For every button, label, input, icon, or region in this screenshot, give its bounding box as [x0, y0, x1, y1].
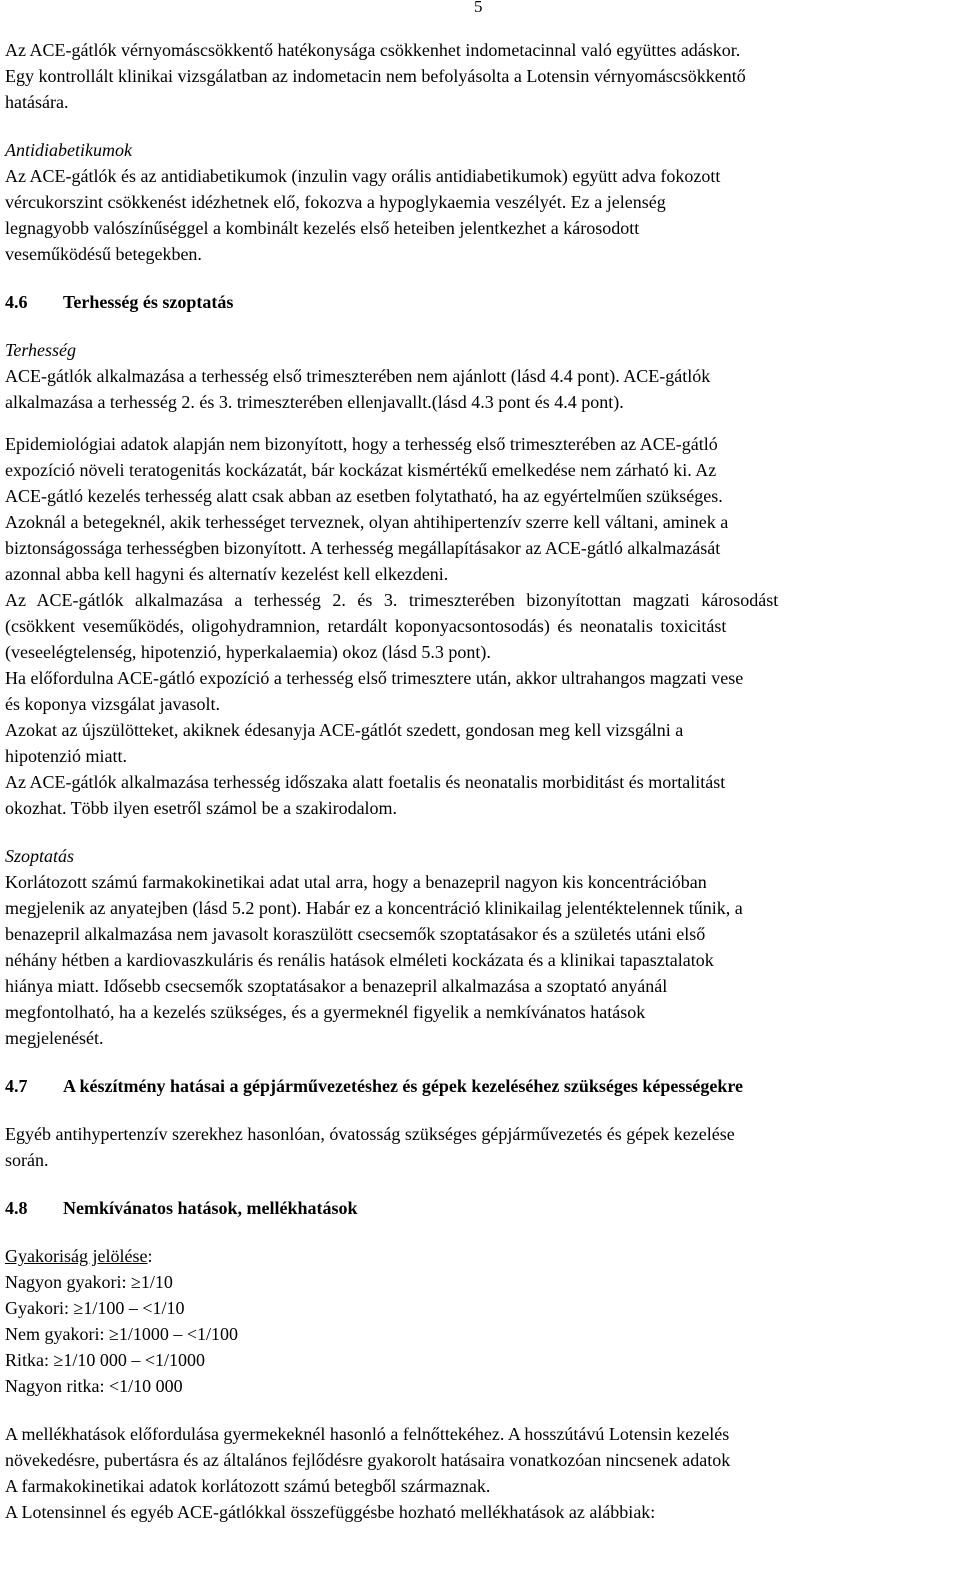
frequency-label: Nem gyakori:	[5, 1324, 109, 1344]
text-line: Azoknál a betegeknél, akik terhességet terveznek, olyan ahtihipertenzív szerre kell váltani, aminek a	[5, 512, 729, 532]
text-line: Korlátozott számú farmakokinetikai adat utal arra, hogy a benazepril nagyon kis koncentrációban	[5, 872, 707, 892]
section-4-8-body	[5, 1421, 955, 1525]
text-line: A mellékhatások előfordulása gyermekeknél hasonló a felnőttekéhez. A hosszútávú Lotensin kezelés	[5, 1424, 730, 1444]
section-number: 4.6	[5, 292, 28, 312]
frequency-item	[5, 1321, 955, 1347]
text-line: ACE-gátlók alkalmazása a terhesség első trimeszterében nem ajánlott (lásd 4.4 pont). ACE-gátlók	[5, 366, 711, 386]
section-4-7-heading	[5, 1073, 955, 1099]
text-line: Az ACE-gátlók és az antidiabetikumok (inzulin vagy orális antidiabetikumok) együtt adva fokozott	[5, 166, 721, 186]
antidiabetikumok-section	[5, 137, 955, 267]
frequency-item	[5, 1269, 955, 1295]
text-line: ACE-gátló kezelés terhesség alatt csak abban az esetben folytatható, ha az egyértelműen szükséges.	[5, 486, 723, 506]
section-title: Nemkívánatos hatások, mellékhatások	[63, 1198, 358, 1218]
terhesseg-section	[5, 337, 955, 415]
text-line: Azokat az újszülötteket, akiknek édesanyja ACE-gátlót szedett, gondosan meg kell vizsgálni a	[5, 720, 684, 740]
text-line: alkalmazása a terhesség 2. és 3. trimeszterében ellenjavallt.(lásd 4.3 pont és 4.4 pont).	[5, 392, 624, 412]
text-line: expozíció növeli teratogenitás kockázatát, bár kockázat kismértékű emelkedése nem zárható ki. Az	[5, 460, 717, 480]
text-line: biztonságossága terhességben bizonyított. A terhesség megállapításakor az ACE-gátló alkalmazását	[5, 538, 721, 558]
frequency-value: ≥1/10 000 – <1/1000	[53, 1350, 206, 1370]
frequency-label: Nagyon ritka:	[5, 1376, 109, 1396]
page-number: 5	[474, 0, 483, 16]
text-line: és koponya vizsgálat javasolt.	[5, 694, 220, 714]
section-4-6-heading	[5, 289, 955, 315]
section-4-8-heading	[5, 1195, 955, 1221]
text-line: Ha előfordulna ACE-gátló expozíció a terhesség első trimesztere után, akkor ultrahangos magzati vese	[5, 668, 744, 688]
text-line: Az ACE-gátlók alkalmazása terhesség időszaka alatt foetalis és neonatalis morbiditást és mortalitást	[5, 772, 726, 792]
text-line: veseműködésű betegekben.	[5, 244, 202, 264]
text-line: megjelenik az anyatejben (lásd 5.2 pont). Habár ez a koncentráció klinikailag jelentéktelennek tűnik, a	[5, 898, 743, 918]
text-line: hiánya miatt. Idősebb csecsemők szoptatásakor a benazepril alkalmazása a szoptató anyánál	[5, 976, 668, 996]
text-line: (csökkent veseműködés, oligohydramnion, retardált koponyacsontosodás) és neonatalis toxicitást	[5, 616, 727, 636]
frequency-heading	[5, 1243, 955, 1269]
text-line: azonnal abba kell hagyni és alternatív kezelést kell elkezdeni.	[5, 564, 449, 584]
text-line: növekedésre, pubertásra és az általános fejlődésre gyakorolt hatásaira vonatkozóan nincsenek adatok	[5, 1450, 731, 1470]
text-line: Epidemiológiai adatok alapján nem bizonyított, hogy a terhesség első trimeszterében az ACE-gátló	[5, 434, 718, 454]
text-line: okozhat. Több ilyen esetről számol be a szakirodalom.	[5, 798, 398, 818]
frequency-label: Gyakori:	[5, 1298, 74, 1318]
frequency-value: <1/10 000	[108, 1376, 183, 1396]
text-line: A farmakokinetikai adatok korlátozott számú betegből származnak.	[5, 1476, 491, 1496]
epidemiologia-paragraph	[5, 431, 955, 821]
text-line: benazepril alkalmazása nem javasolt koraszülött csecsemők szoptatásakor és a születés utáni első	[5, 924, 706, 944]
frequency-value: ≥1/1000 – <1/100	[108, 1324, 239, 1344]
section-number: 4.7	[5, 1076, 28, 1096]
text-line: Az ACE-gátlók vérnyomáscsökkentő hatékonysága csökkenhet indometacinnal való együttes adáskor.	[5, 40, 741, 60]
text-line: Egyéb antihypertenzív szerekhez hasonlóan, óvatosság szükséges gépjárművezetés és gépek kezelése	[5, 1124, 735, 1144]
section-title: A készítmény hatásai a gépjárművezetéshez és gépek kezeléséhez szükséges képességekre	[63, 1076, 744, 1096]
text-line: megfontolható, ha a kezelés szükséges, és a gyermeknél figyelik a nemkívánatos hatások	[5, 1002, 646, 1022]
text-line: vércukorszint csökkenést idézhetnek elő, fokozva a hypoglykaemia veszélyét. Ez a jelenség	[5, 192, 666, 212]
terhesseg-heading: Terhesség	[5, 340, 77, 360]
text-line: során.	[5, 1150, 49, 1170]
frequency-value: ≥1/10	[130, 1272, 173, 1292]
text-line: Egy kontrollált klinikai vizsgálatban az indometacin nem befolyásolta a Lotensin vérnyomáscsökkentő	[5, 66, 746, 86]
text-line: néhány hétben a kardiovaszkuláris és renális hatások elméleti kockázata és a klinikai tapasztalatok	[5, 950, 714, 970]
text-line: legnagyobb valószínűséggel a kombinált kezelés első heteiben jelentkezhet a károsodott	[5, 218, 640, 238]
page-content	[5, 37, 955, 1525]
text-line: hatására.	[5, 92, 69, 112]
text-line: Az ACE-gátlók alkalmazása a terhesség 2. és 3. trimeszterében bizonyítottan magzati károsodást	[5, 590, 779, 610]
antidiabetikumok-heading: Antidiabetikumok	[5, 140, 132, 160]
frequency-heading-text: Gyakoriság jelölése	[5, 1246, 148, 1266]
section-4-7-body	[5, 1121, 955, 1173]
section-title: Terhesség és szoptatás	[63, 292, 234, 312]
frequency-label: Nagyon gyakori:	[5, 1272, 131, 1292]
text-line: A Lotensinnel és egyéb ACE-gátlókkal összefüggésbe hozható mellékhatások az alábbiak:	[5, 1502, 656, 1522]
szoptatas-heading: Szoptatás	[5, 846, 75, 866]
frequency-label: Ritka:	[5, 1350, 54, 1370]
frequency-value: ≥1/100 – <1/10	[73, 1298, 185, 1318]
intro-paragraph	[5, 37, 955, 115]
szoptatas-section	[5, 843, 955, 1051]
text-line: hipotenzió miatt.	[5, 746, 127, 766]
text-line: (veseelégtelenség, hipotenzió, hyperkalaemia) okoz (lásd 5.3 pont).	[5, 642, 491, 662]
section-number: 4.8	[5, 1198, 28, 1218]
frequency-item	[5, 1347, 955, 1373]
text-line: megjelenését.	[5, 1028, 104, 1048]
frequency-heading-colon: :	[147, 1246, 153, 1266]
frequency-item	[5, 1295, 955, 1321]
frequency-list	[5, 1243, 955, 1399]
frequency-item	[5, 1373, 955, 1399]
